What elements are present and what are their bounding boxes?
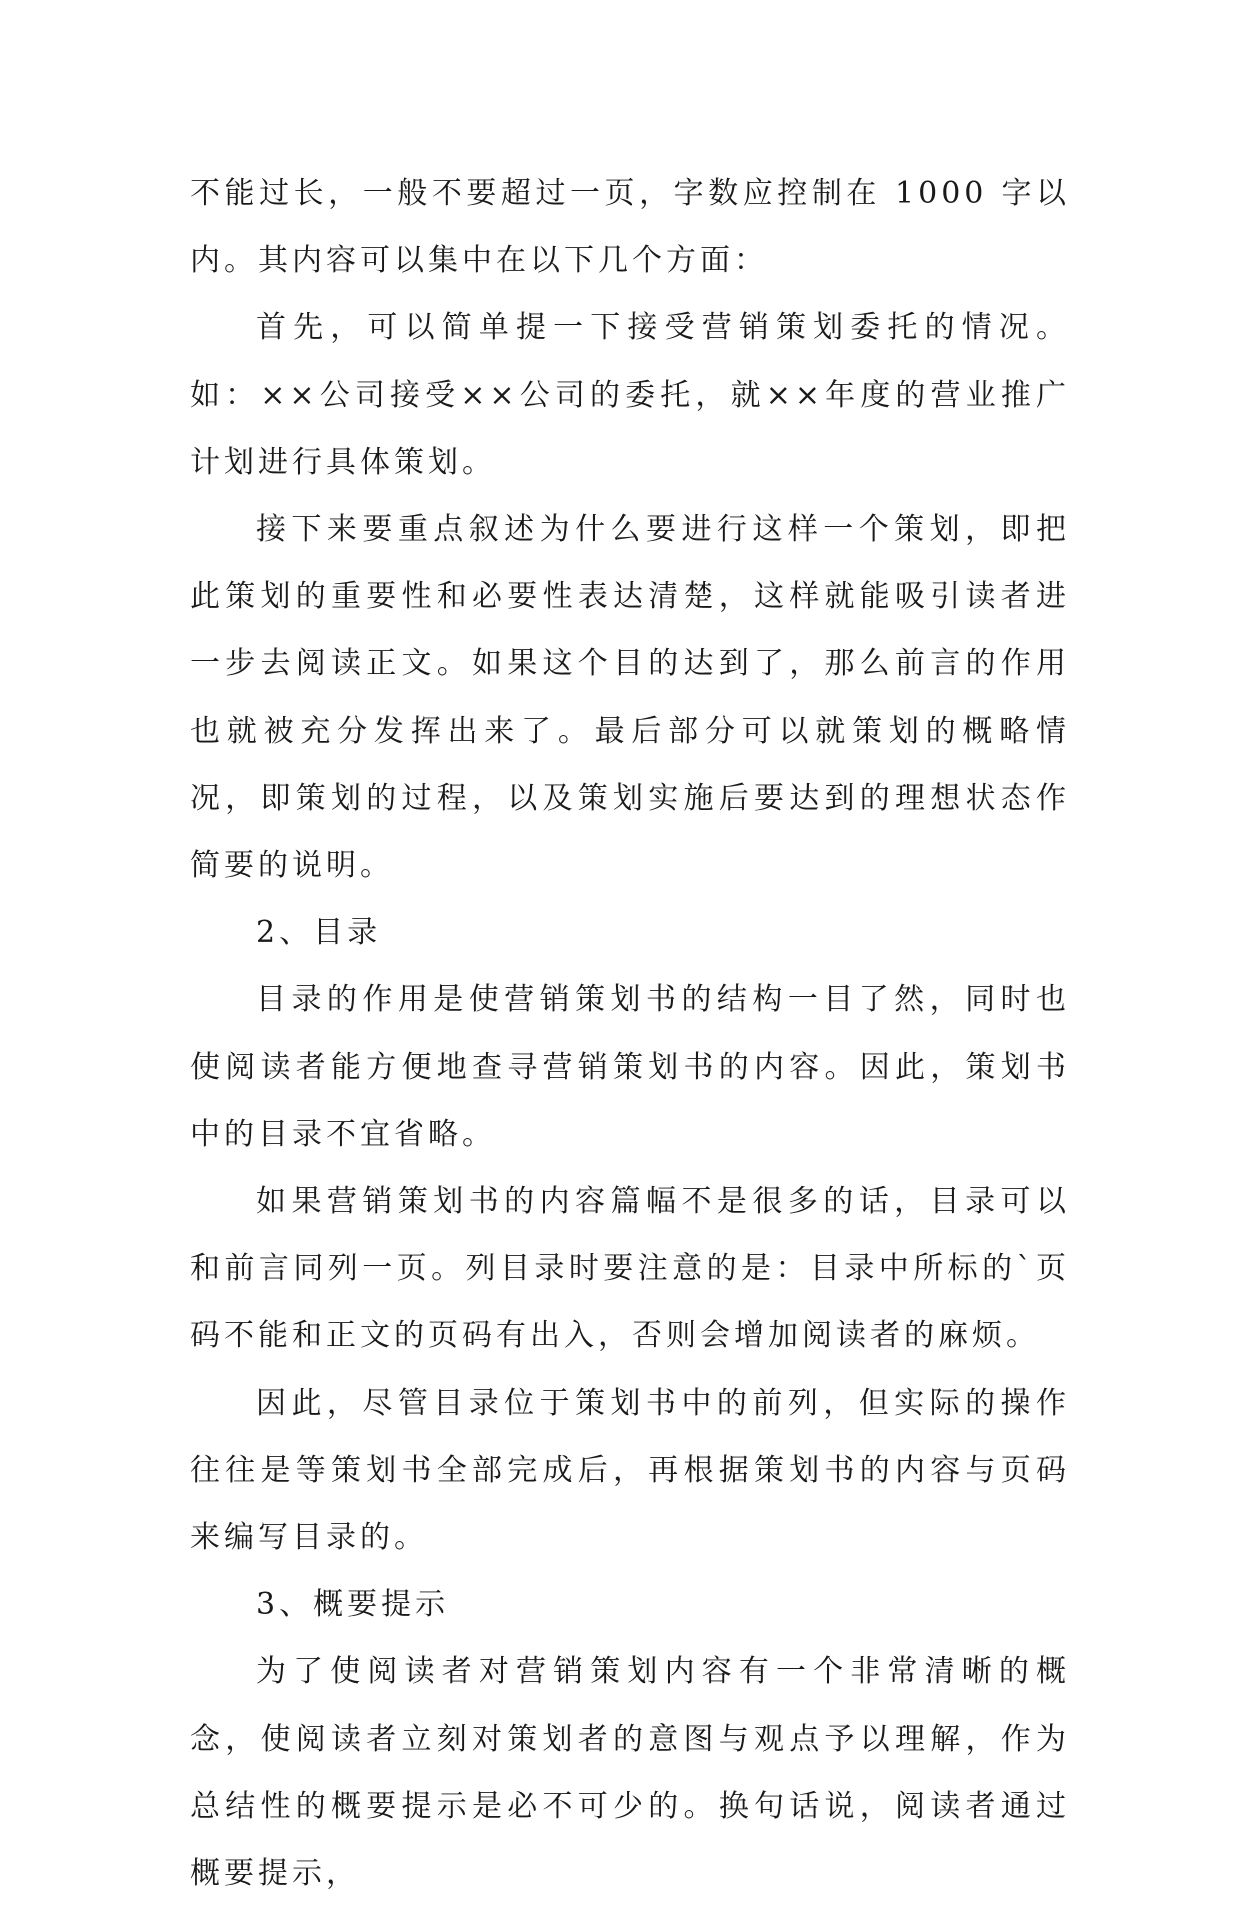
paragraph-contents-timing: 因此，尽管目录位于策划书中的前列，但实际的操作往往是等策划书全部完成后，再根据策划书的内容与页码来编写目录的。 [190,1385,1070,1556]
paragraph-commission: 首先，可以简单提一下接受营销策划委托的情况。如：××公司接受××公司的委托，就××年度的营业推广计划进行具体策划。 [190,310,1070,480]
paragraph-intro-continuation: 不能过长，一般不要超过一页，字数应控制在 1000 字以内。其内容可以集中在以下几个方面： [190,176,1070,279]
section-heading-summary: 3、概要提示 [256,1587,450,1623]
paragraph-contents-layout: 如果营销策划书的内容篇幅不是很多的话，目录可以和前言同列一页。列目录时要注意的是：目录中所标的`页码不能和正文的页码有出入，否则会增加阅读者的麻烦。 [190,1184,1070,1354]
section-heading-contents: 2、目录 [256,915,382,951]
paragraph-purpose: 接下来要重点叙述为什么要进行这样一个策划，即把此策划的重要性和必要性表达清楚，这样就能吸引读者进一步去阅读正文。如果这个目的达到了，那么前言的作用也就被充分发挥出来了。最后部分可以就策划的概略情况，即策划的过程，以及策划实施后要达到的理想状态作简要的说明。 [190,512,1070,884]
paragraph-contents-role: 目录的作用是使营销策划书的结构一目了然，同时也使阅读者能方便地查寻营销策划书的内容。因此，策划书中的目录不宜省略。 [190,982,1070,1152]
document-body [190,160,1070,1907]
paragraph-summary: 为了使阅读者对营销策划内容有一个非常清晰的概念，使阅读者立刻对策划者的意图与观点予以理解，作为总结性的概要提示是必不可少的。换句话说，阅读者通过概要提示， [190,1654,1070,1892]
